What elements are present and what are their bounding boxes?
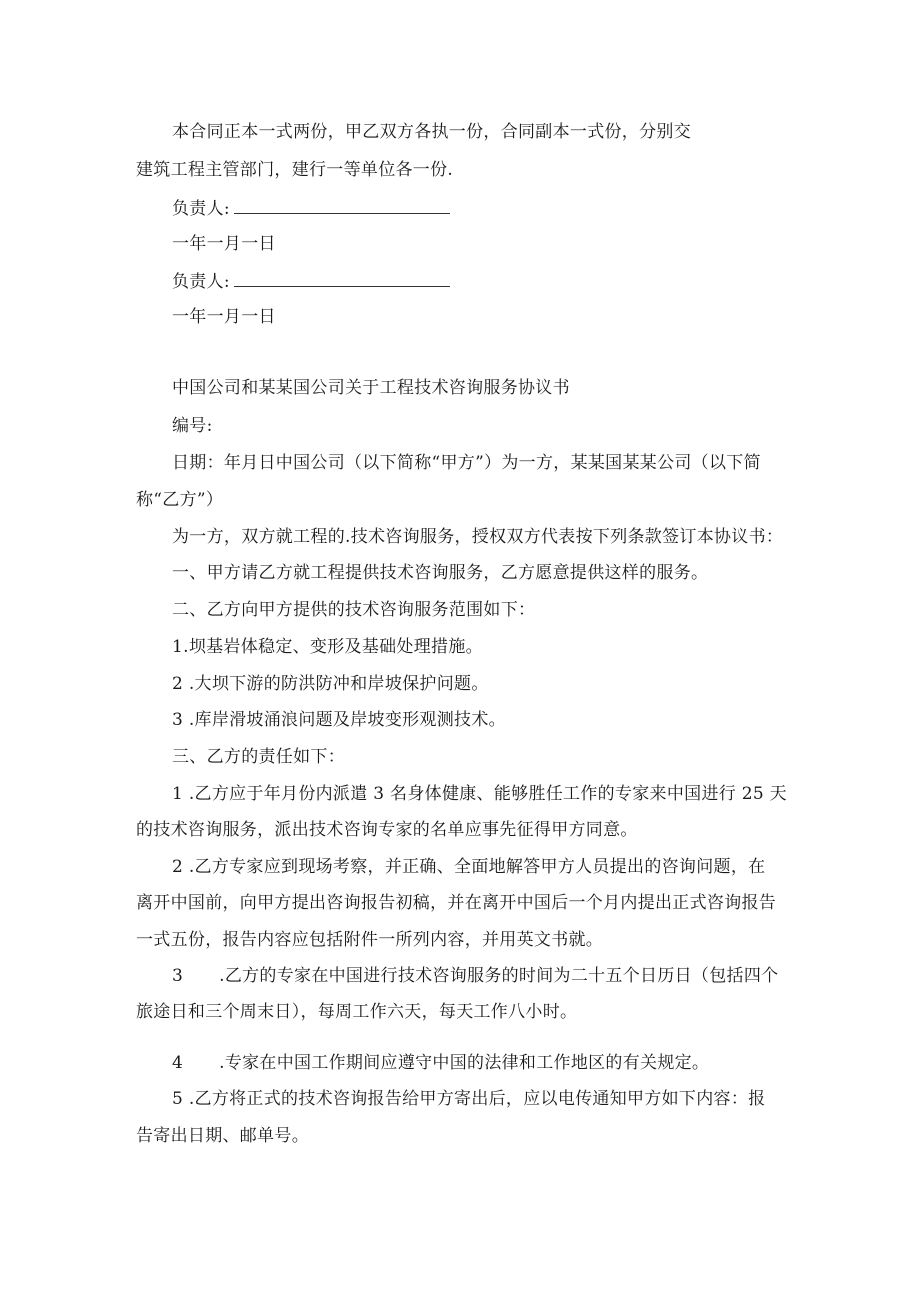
agreement-date-line-1: 日期：年月日中国公司（以下简称“甲方”）为一方，某某国某某公司（以下简: [172, 453, 761, 473]
responsibility-5-line-1: 5 .乙方将正式的技术咨询报告给甲方寄出后，应以电传通知甲方如下内容：报: [172, 1089, 766, 1109]
responsibility-text: .专家在中国工作期间应遵守中国的法律和工作地区的有关规定。: [219, 1053, 710, 1073]
responsibility-text: .乙方的专家在中国进行技术咨询服务的时间为二十五个日历日（包括四个: [219, 966, 779, 986]
signature-blank: [234, 268, 450, 287]
agreement-date-line-2: 称“乙方”）: [136, 490, 224, 510]
signature-label: 负责人:: [172, 272, 230, 292]
signature-line-1: [172, 195, 450, 221]
scope-item-3: 3 .库岸滑坡涌浪问题及岸坡变形观测技术。: [172, 710, 506, 730]
agreement-number: 编号:: [172, 416, 213, 436]
clause-2: 二、乙方向甲方提供的技术咨询服务范围如下：: [172, 600, 536, 620]
signature-line-2: [172, 268, 450, 294]
responsibility-2-line-1: 2 .乙方专家应到现场考察，并正确、全面地解答甲方人员提出的咨询问题，在: [172, 857, 766, 877]
signature-date-1: 一年一月一日: [172, 234, 276, 254]
responsibility-5-line-2: 告寄出日期、邮单号。: [136, 1126, 309, 1146]
clause-3: 三、乙方的责任如下：: [172, 747, 345, 767]
scope-item-2: 2 .大坝下游的防洪防冲和岸坡保护问题。: [172, 674, 489, 694]
clause-1: 一、甲方请乙方就工程提供技术咨询服务，乙方愿意提供这样的服务。: [172, 563, 709, 583]
agreement-title: 中国公司和某某国公司关于工程技术咨询服务协议书: [172, 378, 570, 398]
responsibility-1-line-1: 1 .乙方应于年月份内派遣 3 名身体健康、能够胜任工作的专家来中国进行 25 天: [172, 784, 787, 804]
signature-blank: [234, 195, 450, 214]
responsibility-3-line-1: [172, 964, 778, 988]
signature-date-2: 一年一月一日: [172, 307, 276, 327]
responsibility-number: 3: [172, 966, 184, 986]
responsibility-1-line-2: 的技术咨询服务，派出技术咨询专家的名单应事先征得甲方同意。: [136, 820, 638, 840]
responsibility-2-line-2: 离开中国前，向甲方提出咨询报告初稿，并在离开中国后一个月内提出正式咨询报告: [136, 893, 777, 913]
responsibility-3-line-2: 旅途日和三个周末日），每周工作六天，每天工作八小时。: [136, 1002, 578, 1022]
scope-item-1: 1.坝基岩体稳定、变形及基础处理措施。: [172, 637, 483, 657]
preamble-line-1: 本合同正本一式两份，甲乙双方各执一份，合同副本一式份，分别交: [172, 122, 691, 142]
signature-label: 负责人:: [172, 199, 230, 219]
responsibility-number: 4: [172, 1053, 184, 1073]
preamble-line-2: 建筑工程主管部门，建行一等单位各一份.: [136, 160, 454, 180]
agreement-intro: 为一方，双方就工程的.技术咨询服务，授权双方代表按下列条款签订本协议书：: [172, 527, 784, 547]
responsibility-2-line-3: 一式五份，报告内容应包括附件一所列内容，并用英文书就。: [136, 930, 604, 950]
responsibility-4-line-1: [172, 1051, 709, 1075]
